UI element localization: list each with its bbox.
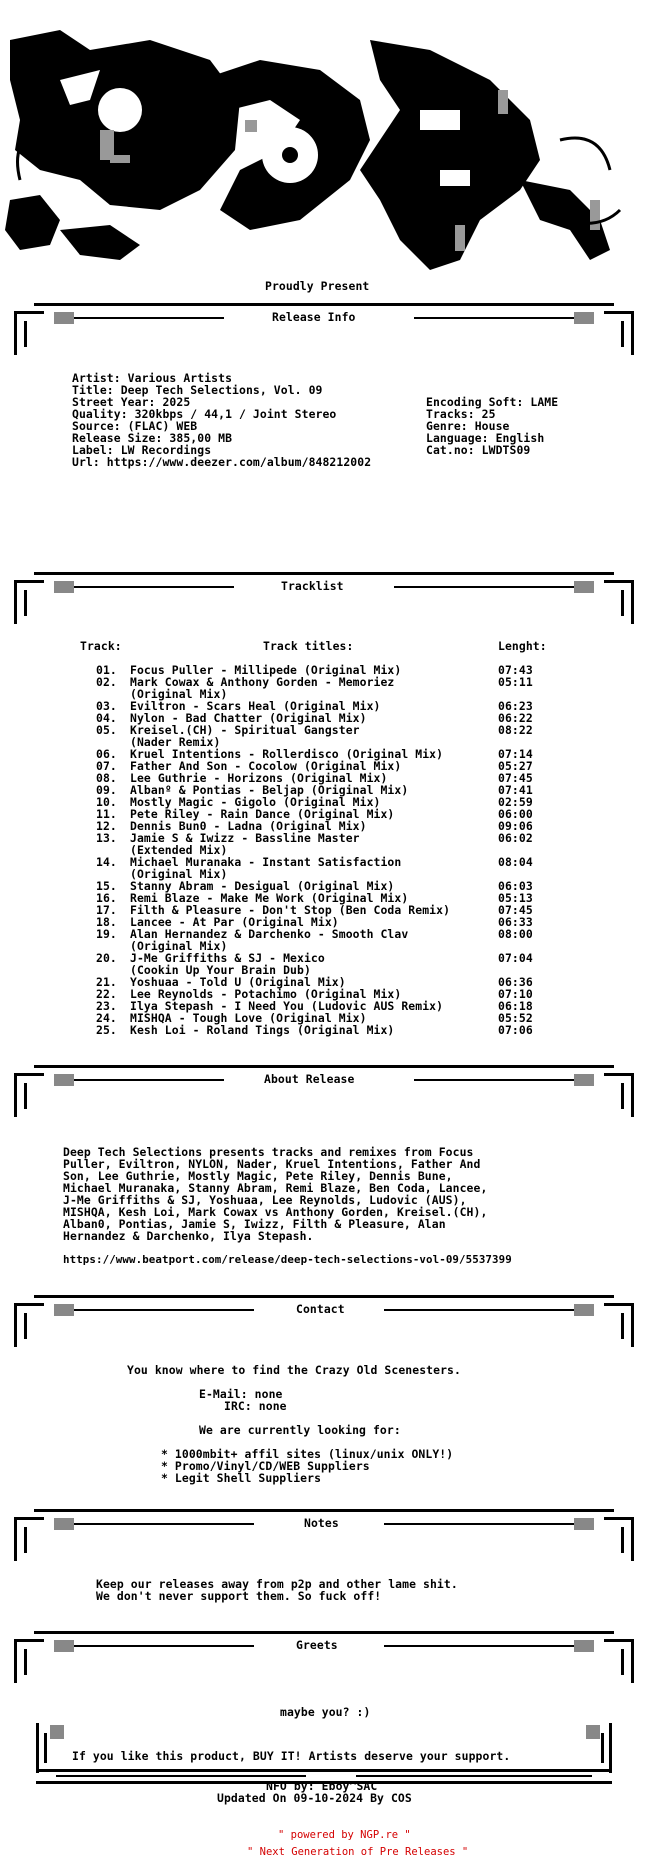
- track-length: 05:11: [498, 675, 533, 689]
- release-encoding: Encoding Soft: LAME: [426, 395, 559, 409]
- track-title: Nylon - Bad Chatter (Original Mix): [130, 711, 367, 725]
- track-title: (Nader Remix): [130, 735, 221, 749]
- section-title-release-info: Release Info: [272, 310, 356, 324]
- track-title: Mostly Magic - Gigolo (Original Mix): [130, 795, 381, 809]
- track-title: Alan Hernandez & Darchenko - Smooth Clav: [130, 927, 409, 941]
- track-number: 24.: [96, 1011, 117, 1025]
- track-number: 14.: [96, 855, 117, 869]
- about-line: Deep Tech Selections presents tracks and remixes from Focus: [63, 1145, 474, 1159]
- track-title: Kesh Loi - Roland Tings (Original Mix): [130, 1023, 395, 1037]
- track-title: Lancee - At Par (Original Mix): [130, 915, 339, 929]
- track-title: Father And Son - Cocolow (Original Mix): [130, 759, 402, 773]
- track-title: Lee Guthrie - Horizons (Original Mix): [130, 771, 388, 785]
- track-title: (Original Mix): [130, 867, 228, 881]
- track-length: 07:10: [498, 987, 533, 1001]
- track-title: Remi Blaze - Make Me Work (Original Mix): [130, 891, 409, 905]
- track-number: 20.: [96, 951, 117, 965]
- track-length: 07:04: [498, 951, 533, 965]
- track-length: 07:43: [498, 663, 533, 677]
- track-number: 23.: [96, 999, 117, 1013]
- track-length: 07:06: [498, 1023, 533, 1037]
- notes-line: Keep our releases away from p2p and other lame shit.: [96, 1577, 458, 1591]
- about-line: J-Me Griffiths & SJ, Yoshuaa, Lee Reynolds, Ludovic (AUS),: [63, 1193, 467, 1207]
- release-tracks: Tracks: 25: [426, 407, 496, 421]
- track-length: 07:14: [498, 747, 533, 761]
- section-title-notes: Notes: [304, 1516, 339, 1530]
- release-catno: Cat.no: LWDTS09: [426, 443, 531, 457]
- track-length: 06:02: [498, 831, 533, 845]
- tracklist-header-titles: Track titles:: [263, 639, 354, 653]
- track-length: 06:33: [498, 915, 533, 929]
- footer-next-generation: " Next Generation of Pre Releases ": [247, 1846, 469, 1858]
- track-title: Kruel Intentions - Rollerdisco (Original Mix): [130, 747, 444, 761]
- credits-updated: Updated On 09-10-2024 By COS: [217, 1791, 412, 1805]
- track-title: Focus Puller - Millipede (Original Mix): [130, 663, 402, 677]
- about-line: Michael Muranaka, Stanny Abram, Remi Blaze, Ben Coda, Lancee,: [63, 1181, 488, 1195]
- track-length: 02:59: [498, 795, 533, 809]
- track-number: 13.: [96, 831, 117, 845]
- track-title: Filth & Pleasure - Don't Stop (Ben Coda Remix): [130, 903, 451, 917]
- credits-nfo-by: NFO by: Eboy^SAC: [266, 1779, 378, 1793]
- track-title: (Cookin Up Your Brain Dub): [130, 963, 311, 977]
- track-title: MISHQA - Tough Love (Original Mix): [130, 1011, 367, 1025]
- about-url[interactable]: https://www.beatport.com/release/deep-tech-selections-vol-09/5537399: [63, 1253, 512, 1266]
- track-number: 11.: [96, 807, 117, 821]
- track-title: Pete Riley - Rain Dance (Original Mix): [130, 807, 395, 821]
- track-length: 07:45: [498, 903, 533, 917]
- track-number: 01.: [96, 663, 117, 677]
- track-length: 05:13: [498, 891, 533, 905]
- release-url[interactable]: Url: https://www.deezer.com/album/848212002: [72, 455, 372, 469]
- about-line: Hernandez & Darchenko, Ilya Stepash.: [63, 1229, 314, 1243]
- about-line: Puller, Eviltron, NYLON, Nader, Kruel Intentions, Father And: [63, 1157, 481, 1171]
- track-title: Lee Reynolds - Potachimo (Original Mix): [130, 987, 402, 1001]
- track-number: 07.: [96, 759, 117, 773]
- release-artist: Artist: Various Artists: [72, 371, 233, 385]
- track-length: 05:52: [498, 1011, 533, 1025]
- track-length: 06:23: [498, 699, 533, 713]
- release-genre: Genre: House: [426, 419, 510, 433]
- proudly-present: Proudly Present: [265, 279, 370, 293]
- track-length: 06:03: [498, 879, 533, 893]
- track-number: 21.: [96, 975, 117, 989]
- track-title: Albanº & Pontias - Beljap (Original Mix): [130, 783, 409, 797]
- track-number: 02.: [96, 675, 117, 689]
- track-length: 07:41: [498, 783, 533, 797]
- track-title: Michael Muranaka - Instant Satisfaction: [130, 855, 402, 869]
- track-number: 17.: [96, 903, 117, 917]
- group-logo-art: [0, 20, 648, 282]
- track-title: Mark Cowax & Anthony Gorden - Memoriez: [130, 675, 395, 689]
- track-number: 22.: [96, 987, 117, 1001]
- contact-item: * Promo/Vinyl/CD/WEB Suppliers: [161, 1459, 370, 1473]
- track-number: 05.: [96, 723, 117, 737]
- track-title: Ilya Stepash - I Need You (Ludovic AUS Remix): [130, 999, 444, 1013]
- contact-item: * 1000mbit+ affil sites (linux/unix ONLY!): [161, 1447, 454, 1461]
- track-title: Eviltron - Scars Heal (Original Mix): [130, 699, 381, 713]
- greets-maybe: maybe you? :): [280, 1705, 371, 1719]
- tracklist-header-length: Lenght:: [498, 639, 547, 653]
- track-number: 15.: [96, 879, 117, 893]
- notes-line: We don't never support them. So fuck off!: [96, 1589, 382, 1603]
- track-number: 08.: [96, 771, 117, 785]
- track-length: 06:18: [498, 999, 533, 1013]
- about-line: MISHQA, Kesh Loi, Mark Cowax vs Anthony Gorden, Kreisel.(CH),: [63, 1205, 488, 1219]
- track-number: 10.: [96, 795, 117, 809]
- track-title: Kreisel.(CH) - Spiritual Gangster: [130, 723, 360, 737]
- contact-irc: IRC: none: [224, 1399, 287, 1413]
- contact-item: * Legit Shell Suppliers: [161, 1471, 322, 1485]
- track-title: (Original Mix): [130, 687, 228, 701]
- track-length: 09:06: [498, 819, 533, 833]
- tracklist-header-track: Track:: [80, 639, 122, 653]
- section-title-contact: Contact: [296, 1302, 345, 1316]
- release-label: Label: LW Recordings: [72, 443, 212, 457]
- section-title-about: About Release: [264, 1072, 355, 1086]
- track-length: 06:36: [498, 975, 533, 989]
- track-number: 03.: [96, 699, 117, 713]
- about-line: Son, Lee Guthrie, Mostly Magic, Pete Riley, Dennis Bune,: [63, 1169, 453, 1183]
- track-title: J-Me Griffiths & SJ - Mexico: [130, 951, 325, 965]
- track-number: 25.: [96, 1023, 117, 1037]
- track-length: 06:00: [498, 807, 533, 821]
- about-line: Alban0, Pontias, Jamie S, Iwizz, Filth & Pleasure, Alan: [63, 1217, 446, 1231]
- track-length: 08:00: [498, 927, 533, 941]
- release-street-year: Street Year: 2025: [72, 395, 191, 409]
- contact-email: E-Mail: none: [199, 1387, 283, 1401]
- track-title: (Original Mix): [130, 939, 228, 953]
- track-length: 08:22: [498, 723, 533, 737]
- contact-looking: We are currently looking for:: [199, 1423, 401, 1437]
- contact-tagline: You know where to find the Crazy Old Scenesters.: [127, 1363, 461, 1377]
- track-number: 19.: [96, 927, 117, 941]
- release-source: Source: (FLAC) WEB: [72, 419, 198, 433]
- track-number: 06.: [96, 747, 117, 761]
- section-title-tracklist: Tracklist: [281, 579, 344, 593]
- track-title: Stanny Abram - Desigual (Original Mix): [130, 879, 395, 893]
- release-quality: Quality: 320kbps / 44,1 / Joint Stereo: [72, 407, 337, 421]
- track-length: 05:27: [498, 759, 533, 773]
- footer-powered-by[interactable]: " powered by NGP.re ": [278, 1829, 411, 1841]
- track-number: 12.: [96, 819, 117, 833]
- release-size: Release Size: 385,00 MB: [72, 431, 233, 445]
- release-language: Language: English: [426, 431, 545, 445]
- track-number: 09.: [96, 783, 117, 797]
- track-length: 08:04: [498, 855, 533, 869]
- track-length: 06:22: [498, 711, 533, 725]
- track-number: 18.: [96, 915, 117, 929]
- track-title: Yoshuaa - Told U (Original Mix): [130, 975, 346, 989]
- track-number: 16.: [96, 891, 117, 905]
- release-title: Title: Deep Tech Selections, Vol. 09: [72, 383, 323, 397]
- track-number: 04.: [96, 711, 117, 725]
- section-title-greets: Greets: [296, 1638, 338, 1652]
- track-title: Jamie S & Iwizz - Bassline Master: [130, 831, 360, 845]
- track-length: 07:45: [498, 771, 533, 785]
- track-title: Dennis Bun0 - Ladna (Original Mix): [130, 819, 367, 833]
- track-title: (Extended Mix): [130, 843, 228, 857]
- greets-buy-it: If you like this product, BUY IT! Artists deserve your support.: [72, 1749, 511, 1763]
